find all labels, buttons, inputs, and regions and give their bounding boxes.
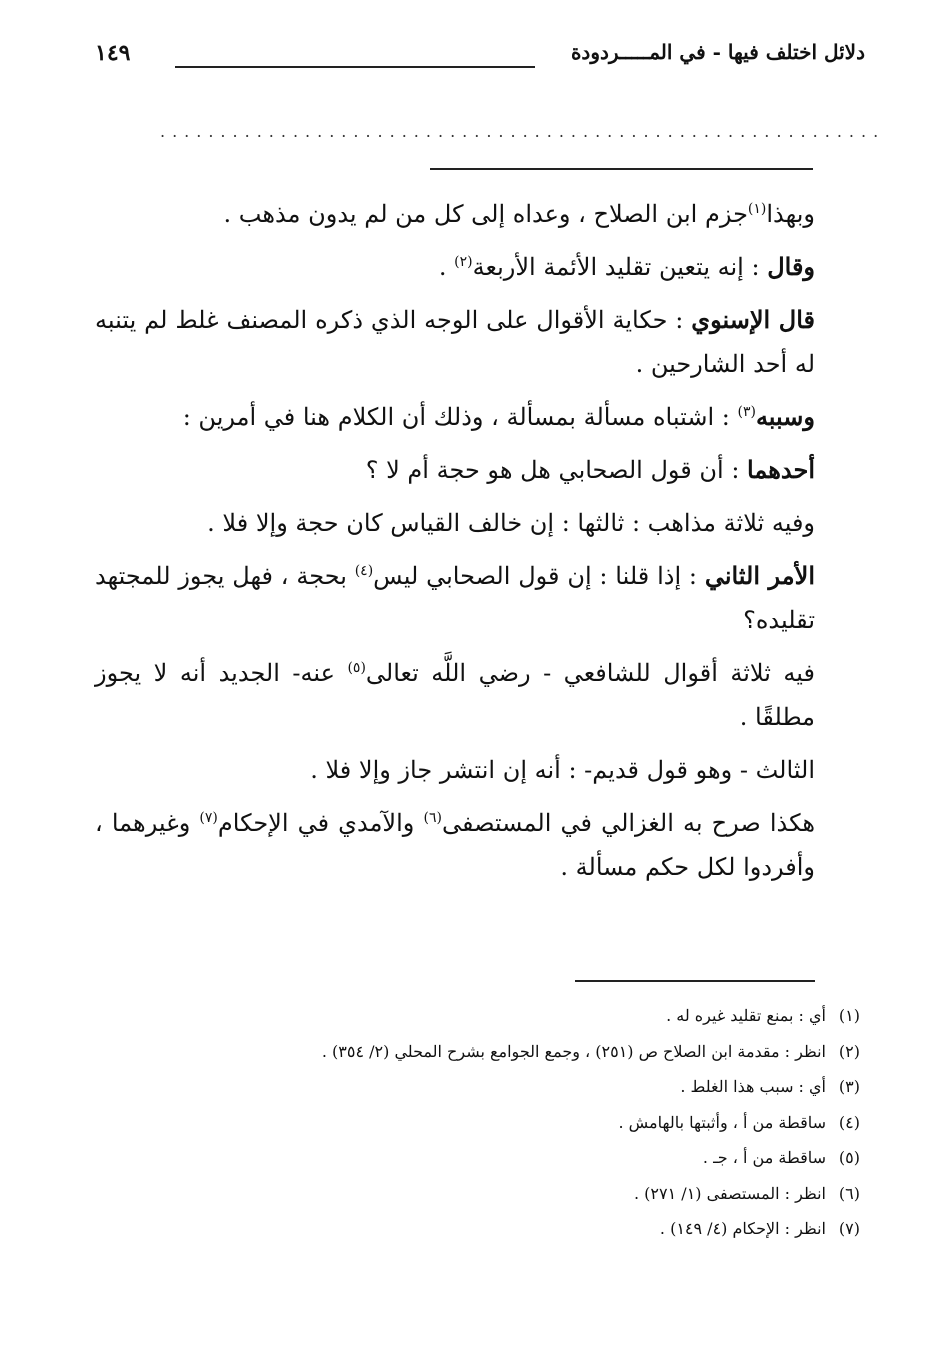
footnote-text: ساقطة من أ ، جـ . [702,1148,826,1167]
p10-mid: والآمدي في الإحكام [217,809,424,837]
separator-dots: ............................................................ [160,122,886,141]
footnote-text: أي : سبب هذا الغلط . [680,1077,826,1096]
footnote-text: انظر : مقدمة ابن الصلاح ص (٢٥١) ، وجمع الجوامع بشرح المحلي (٢/ ٣٥٤) . [321,1041,826,1061]
paragraph-5 [95,448,815,492]
paragraph-6 [95,501,815,545]
p1-text: وبهذا [766,200,815,228]
paragraph-7 [95,554,815,642]
p3-lead: قال الإسنوي [691,305,815,334]
footnote-text: أي : بمنع تقليد غيره له . [666,1006,826,1025]
running-title: دلائل اختلف فيها - في المـــــردودة [570,40,865,64]
p7-text: : إذا قلنا : إن قول الصحابي ليس [373,562,705,590]
footnote-7 [150,1211,860,1247]
p8-text: فيه ثلاثة أقوال للشافعي - رضي اللَّه تعالى [365,659,815,687]
paragraph-4 [95,395,815,439]
paragraph-8 [95,651,815,739]
paragraph-9 [95,748,815,792]
footnote-ref-1[interactable]: (١) [747,201,767,217]
p3-text: : حكاية الأقوال على الوجه الذي ذكره المصنف غلط لم يتنبه له أحد الشارحين . [95,306,815,378]
footnote-ref-2[interactable]: (٢) [454,254,473,270]
footnote-1 [150,998,860,1034]
paragraph-3 [95,298,815,386]
footnote-3 [150,1069,860,1105]
footnote-rule [575,980,815,982]
page-header [95,40,865,80]
p9-text: الثالث - وهو قول قديم- : أنه إن انتشر جاز وإلا فلا . [310,756,815,784]
p2-lead: وقال [767,252,815,281]
paragraph-10 [95,801,815,889]
footnote-4 [150,1105,860,1141]
footnote-number: (٥) [838,1148,860,1167]
footnote-text: ساقطة من أ ، وأثبتها بالهامش . [618,1112,826,1132]
p8-rest: عنه- الجديد أنه لا يجوز مطلقًا . [95,659,815,731]
section-rule [430,168,813,170]
p10-text: هكذا صرح به الغزالي في المستصفى [441,809,815,837]
header-rule [175,66,535,68]
footnote-text: انظر : المستصفى (١/ ٢٧١) . [634,1183,826,1203]
p4-lead: وسببه [755,402,815,431]
p6-text: وفيه ثلاثة مذاهب : ثالثها : إن خالف القياس كان حجة وإلا فلا . [207,509,815,537]
footnote-6 [150,1176,860,1212]
p7-rest: بحجة ، فهل يجوز للمجتهد تقليده؟ [95,562,815,634]
footnote-5 [150,1140,860,1176]
footnotes [150,998,860,1247]
paragraph-1 [95,192,815,236]
footnote-ref-3[interactable]: (٣) [737,404,756,420]
p7-lead: الأمر الثاني [704,561,816,590]
page-number: ١٤٩ [95,40,131,66]
footnote-text: انظر : الإحكام (٤/ ١٤٩) . [659,1219,826,1238]
p2-end: . [438,253,455,281]
p4-text: : اشتباه مسألة بمسألة ، وذلك أن الكلام هنا في أمرين : [182,403,738,431]
p2-text: : إنه يتعين تقليد الأئمة الأربعة [472,253,768,281]
p1-rest: جزم ابن الصلاح ، وعداه إلى كل من لم يدون مذهب . [223,200,748,228]
footnote-ref-5[interactable]: (٥) [347,660,366,676]
p5-lead: أحدهما [747,455,815,484]
footnote-number: (٤) [838,1112,860,1132]
footnote-number: (٢) [838,1041,860,1061]
p10-rest: وغيرهما ، وأفردوا لكل حكم مسألة . [95,809,815,881]
footnote-number: (٣) [838,1077,860,1096]
footnote-ref-7[interactable]: (٧) [199,810,218,826]
footnote-2 [150,1034,860,1070]
footnote-number: (٦) [838,1183,860,1203]
footnote-number: (٧) [838,1219,860,1238]
paragraph-2 [95,245,815,289]
footnote-ref-6[interactable]: (٦) [423,810,442,826]
main-text [95,192,815,898]
footnote-ref-4[interactable]: (٤) [354,563,374,579]
footnote-number: (١) [838,1006,860,1025]
p5-text: : أن قول الصحابي هل هو حجة أم لا ؟ [365,456,748,484]
